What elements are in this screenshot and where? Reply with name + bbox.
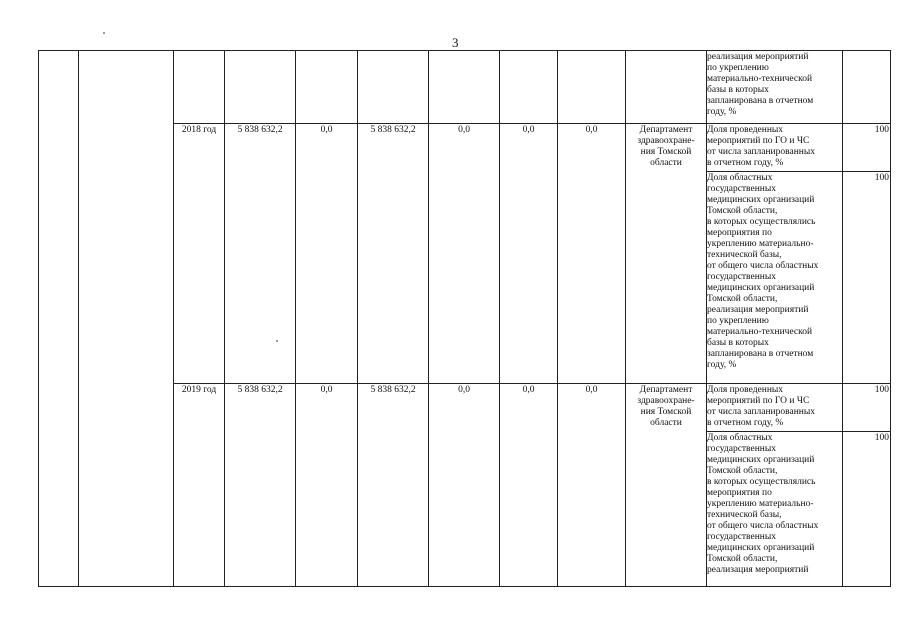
row-value: 5 838 632,2	[370, 125, 416, 135]
row-department: Департамент здравоохране- ния Томской области	[637, 385, 695, 428]
indicator-value: 100	[874, 433, 889, 443]
indicator-text: Доля областных государственных медицинских организаций Томской области, в которых осуществлялись мероприятия по укреплению материально- технической базы, от общего числа областных государственных медицинских организаций Томской области, реализация мероприятий по укреплению материально-технической базы в которых запланирована в отчетном году, %	[707, 173, 819, 370]
row-year: 2019 год	[181, 385, 217, 395]
row-value: 0,0	[585, 125, 598, 135]
row-value: 0,0	[458, 385, 470, 395]
row-value: 0,0	[320, 125, 333, 135]
col-divider	[78, 51, 79, 586]
indicator-text: Доля проведенных мероприятий по ГО и ЧС от числа запланированных в отчетном году, %	[707, 125, 815, 168]
row-value: 0,0	[458, 125, 470, 135]
row-value: 0,0	[320, 385, 333, 395]
scan-speck	[103, 32, 105, 34]
row-year: 2018 год	[181, 125, 217, 135]
budget-table	[38, 50, 891, 587]
indicator-text: Доля областных государственных медицинских организаций Томской области, в которых осуществлялись мероприятия по укреплению материально- технической базы, от общего числа областных государственных медицинских организаций Томской области, реализация мероприятий	[707, 433, 819, 575]
row-total: 5 838 632,2	[237, 385, 283, 395]
row-value: 5 838 632,2	[370, 385, 416, 395]
row-divider	[173, 383, 890, 384]
row-total: 5 838 632,2	[237, 125, 283, 135]
indicator-value: 100	[874, 173, 889, 183]
row-divider	[706, 171, 890, 172]
page-number: 3	[452, 35, 459, 50]
scan-speck	[276, 340, 278, 342]
indicator-text: Доля проведенных мероприятий по ГО и ЧС от числа запланированных в отчетном году, %	[707, 385, 815, 428]
row-value: 0,0	[522, 385, 535, 395]
row-divider	[706, 431, 890, 432]
row-value: 0,0	[585, 385, 598, 395]
indicator-continuation: реализация мероприятий по укреплению материально-технической базы в которых запланирована в отчетном году, %	[707, 52, 814, 117]
indicator-value: 100	[874, 125, 889, 135]
row-value: 0,0	[522, 125, 535, 135]
row-divider	[173, 123, 890, 124]
indicator-value: 100	[874, 385, 889, 395]
row-department: Департамент здравоохране- ния Томской области	[637, 125, 695, 168]
